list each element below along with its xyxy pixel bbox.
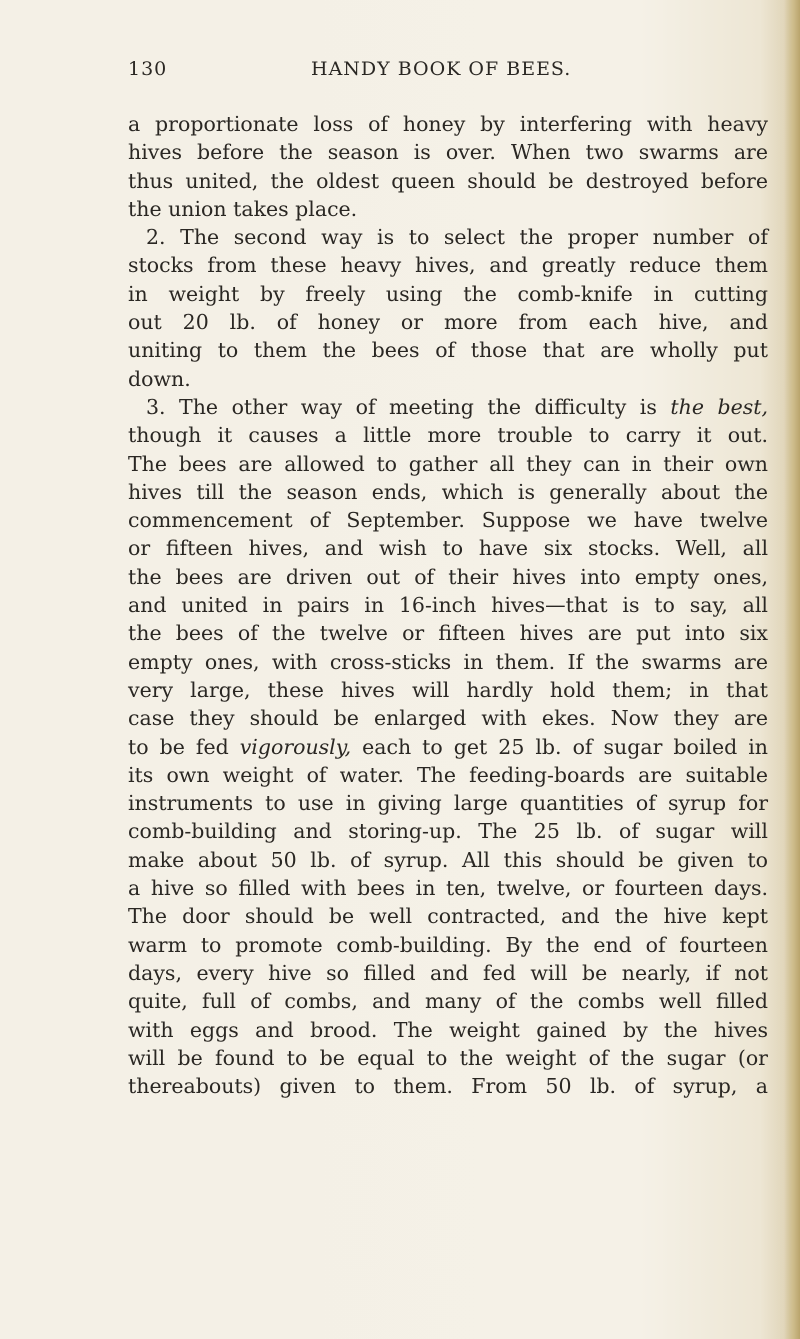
text-line: uniting to them the bees of those that are wholly put: [128, 338, 768, 363]
page-header: [0, 58, 800, 88]
text-line: the union takes place.: [128, 196, 358, 221]
text-line: days, every hive so filled and fed will be nearly, if not: [128, 960, 768, 985]
text-line: very large, these hives will hardly hold them; in that: [128, 677, 768, 702]
text-line: and united in pairs in 16-inch hives—that is to say, all: [128, 593, 768, 618]
text-line: in weight by freely using the comb-knife in cutting: [128, 281, 768, 306]
text-line: [128, 733, 768, 761]
page-number: 130: [128, 58, 168, 80]
text-line: comb-building and storing-up. The 25 lb. of sugar will: [128, 819, 768, 844]
text-run: 3. The other way of meeting the difficulty is: [146, 394, 671, 419]
text-line: thereabouts) given to them. From 50 lb. of syrup, a: [128, 1074, 768, 1099]
text-line: case they should be enlarged with ekes. Now they are: [128, 706, 768, 731]
text-line: the bees are driven out of their hives into empty ones,: [128, 564, 768, 589]
text-line: its own weight of water. The feeding-boards are suitable: [128, 762, 768, 787]
text-line: quite, full of combs, and many of the combs well filled: [128, 989, 768, 1014]
running-head: HANDY BOOK OF BEES.: [311, 58, 572, 80]
text-line: 2. The second way is to select the proper number of: [146, 225, 768, 250]
text-line: a proportionate loss of honey by interfering with heavy: [128, 112, 768, 136]
text-line: out 20 lb. of honey or more from each hive, and: [128, 310, 768, 335]
text-line: thus united, the oldest queen should be destroyed before: [128, 168, 768, 193]
text-line: stocks from these heavy hives, and greatly reduce them: [128, 253, 768, 278]
text-line: the bees of the twelve or fifteen hives are put into six: [128, 621, 768, 646]
text-line: empty ones, with cross-sticks in them. If the swarms are: [128, 649, 768, 674]
emphasis-text: the best,: [670, 394, 768, 419]
text-run: to be fed: [128, 734, 240, 759]
body-text: [128, 110, 768, 1100]
text-line: commencement of September. Suppose we have twelve: [128, 508, 768, 533]
text-line: though it causes a little more trouble to carry it out.: [128, 423, 768, 448]
text-line: The door should be well contracted, and the hive kept: [128, 904, 768, 929]
text-line: instruments to use in giving large quantities of syrup for: [128, 791, 768, 816]
text-line: hives till the season ends, which is generally about the: [128, 479, 768, 504]
text-run: each to get 25 lb. of sugar boiled in: [351, 734, 768, 759]
text-line: hives before the season is over. When two swarms are: [128, 140, 768, 165]
page-edge-shadow: [784, 0, 800, 1339]
emphasis-text: vigorously,: [239, 734, 352, 759]
text-line: make about 50 lb. of syrup. All this should be given to: [128, 847, 768, 872]
text-line: with eggs and brood. The weight gained by the hives: [128, 1017, 768, 1042]
text-line: or fifteen hives, and wish to have six stocks. Well, all: [128, 536, 768, 561]
text-line: The bees are allowed to gather all they can in their own: [128, 451, 768, 476]
text-line: down.: [128, 366, 191, 391]
text-line: a hive so filled with bees in ten, twelve, or fourteen days.: [128, 876, 768, 901]
text-line: warm to promote comb-building. By the end of fourteen: [128, 932, 768, 957]
text-line: [128, 393, 768, 421]
text-line: will be found to be equal to the weight of the sugar (or: [128, 1045, 768, 1070]
